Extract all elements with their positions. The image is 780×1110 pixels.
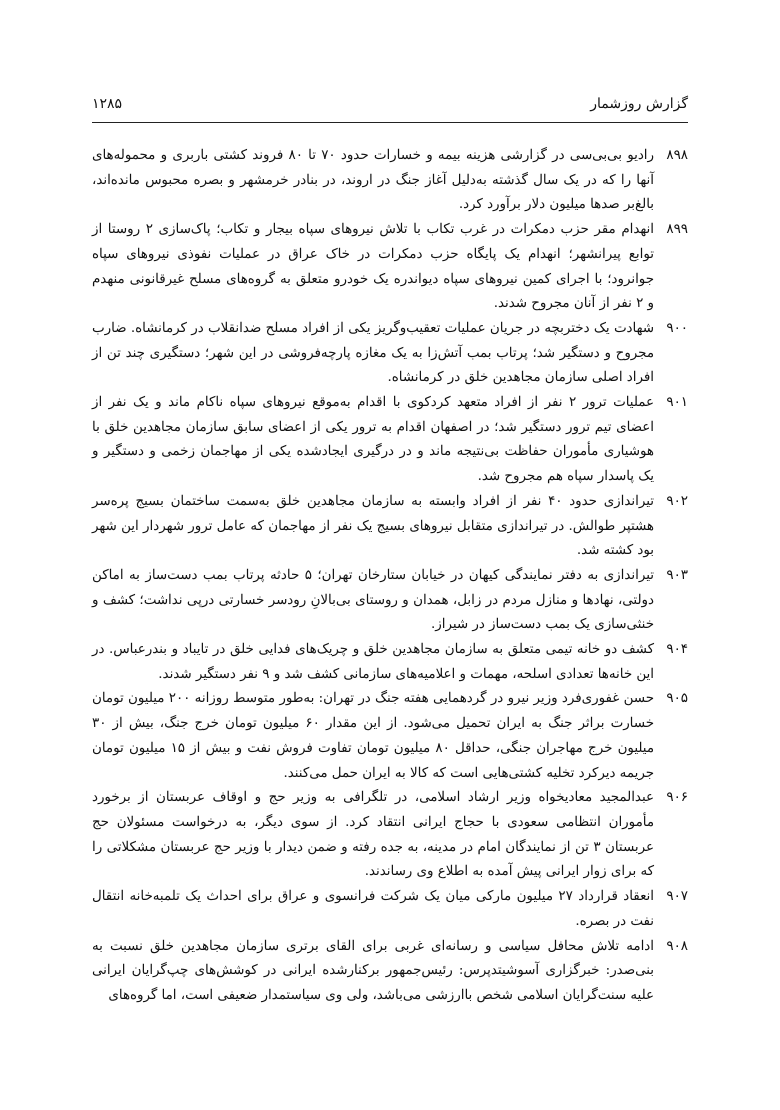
entry-number: ۹۰۸ (666, 938, 688, 954)
entry-text: حسن غفوری‌فرد وزیر نیرو در گردهمایی هفته جنگ در تهران: به‌طور متوسط روزانه ۲۰۰ میلیون تومان خسارت براثر جنگ به ایران تحمیل می‌شود. از این مقدار ۶۰ میلیون تومان خرج جنگ، بیش از ۳۰ میلیون خرج مهاجران جنگی، حداقل ۸۰ میلیون تومان تفاوت فروش نفت و بیش از ۱۵ میلیون تومان جریمه دیرکرد تخلیه کشتی‌هایی است که کالا به ایران حمل می‌کنند. (92, 691, 655, 781)
entry-908 (92, 935, 688, 1009)
entry-899 (92, 218, 688, 317)
entry-904 (92, 638, 688, 687)
entry-text: عملیات ترور ۲ نفر از افراد متعهد کردکوی با اقدام به‌موقع نیروهای سپاه ناکام ماند و یک نفر از اعضای تیم ترور دستگیر شد؛ در اصفهان اقدام به ترور یکی از اعضای سابق سازمان مجاهدین خلق با هوشیاری مأموران حفاظت بی‌نتیجه ماند و در درگیری ایجادشده یکی از مهاجمان زخمی و دستگیر و یک پاسدار سپاه هم مجروح شد. (92, 395, 655, 485)
entry-number: ۹۰۲ (666, 493, 688, 509)
running-header (92, 92, 688, 116)
entry-list (92, 144, 688, 1009)
entry-text: تیراندازی به دفتر نمایندگی کیهان در خیابان ستارخان تهران؛ ۵ حادثه پرتاب بمب دست‌ساز به اماکن دولتی، نهادها و منازل مردم در زابل، همدان و روستای بی‌بالانِ رودسر خسارتی درپی نداشت؛ کشف و خنثی‌سازی یک بمب دست‌ساز در شیراز. (92, 567, 654, 633)
entry-905 (92, 687, 688, 786)
entry-number: ۹۰۱ (666, 395, 688, 411)
entry-text: رادیو بی‌بی‌سی در گزارشی هزینه بیمه و خسارات حدود ۷۰ تا ۸۰ فروند کشتی باربری و محموله‌های آنها را که در یک سال گذشته به‌دلیل آغاز جنگ در اروند، در بنادر خرمشهر و بصره محبوس مانده‌اند، بالغ‌بر صدها میلیون دلار برآورد کرد. (92, 148, 654, 213)
entry-898 (92, 144, 688, 218)
entry-text: کشف دو خانه تیمی متعلق به سازمان مجاهدین خلق و چریک‌های فدایی خلق در تایباد و بندرعباس. در این خانه‌ها تعدادی اسلحه، مهمات و اعلامیه‌های سازمانی کشف شد و ۹ نفر دستگیر شدند. (92, 642, 654, 682)
entry-number: ۹۰۰ (666, 320, 688, 336)
entry-text: ادامه تلاش محافل سیاسی و رسانه‌ای غربی برای القای برتری سازمان مجاهدین خلق نسبت به بنی‌صدر: خبرگزاری آسوشیتدپرس: رئیس‌جمهور برکنارشده ایرانی در کوشش‌های چپ‌گرایان ایرانی علیه سنت‌گرایان اسلامی شخص باارزشی می‌باشد، ولی وی سیاستمدار ضعیفی است، اما گروه‌های (92, 938, 654, 1003)
entry-text: تیراندازی حدود ۴۰ نفر از افراد وابسته به سازمان مجاهدین خلق به‌سمت ساختمان بسیج پره‌سر هشتپر طوالش. در تیراندازی متقابل نیروهای بسیج یک نفر از مهاجمان که عامل ترور شهردار این شهر بود کشته شد. (92, 493, 654, 559)
entry-text: شهادت یک دختربچه در جریان عملیات تعقیب‌وگریز یکی از افراد مسلح ضدانقلاب در کرمانشاه. ضارب مجروح و دستگیر شد؛ پرتاب بمب آتش‌زا به یک مغازه پارچه‌فروشی در این شهر؛ دستگیری چند تن از افراد اصلی سازمان مجاهدین خلق در کرمانشاه. (92, 320, 654, 386)
entry-text: انعقاد قرارداد ۲۷ میلیون مارکی میان یک شرکت فرانسوی و عراق برای احداث یک تلمبه‌خانه انتقال نفت در بصره. (92, 889, 654, 929)
entry-number: ۸۹۸ (666, 148, 688, 163)
entry-number: ۸۹۹ (666, 222, 688, 238)
entry-text: انهدام مقر حزب دمکرات در غرب تکاب با تلاش نیروهای سپاه بیجار و تکاب؛ پاک‌سازی ۲ روستا از توابع پیرانشهر؛ انهدام یک پایگاه حزب دمکرات در خاک عراق در عملیات نفوذی نیروهای سپاه جوانرود؛ با اجرای کمین نیروهای سپاه دیواندره یک خودرو متعلق به گروه‌های مسلح غیرقانونی منهدم و ۲ نفر از آنان مجروح شدند. (92, 222, 655, 312)
entry-900 (92, 317, 688, 391)
entry-number: ۹۰۶ (666, 790, 688, 806)
entry-901 (92, 391, 688, 490)
entry-902 (92, 490, 688, 564)
entry-number: ۹۰۴ (666, 642, 688, 658)
header-title: گزارش روزشمار (590, 96, 688, 112)
entry-907 (92, 885, 688, 934)
header-rule (92, 122, 688, 123)
entry-text: عبدالمجید معادیخواه وزیر ارشاد اسلامی، در تلگرافی به وزیر حج و اوقاف عربستان از برخورد مأموران انتظامی سعودی با حجاج ایرانی انتقاد کرد. از سوی دیگر، به درخواست مسئولان حج عربستان ۳ تن از نمایندگان امام در مدینه، به جده رفته و ضمن دیدار با وزیر حج عربستان مشکلاتی را که برای زوار ایرانی پیش آمده به اطلاع وی رساندند. (92, 790, 655, 880)
entry-906 (92, 786, 688, 885)
entry-903 (92, 564, 688, 638)
entry-number: ۹۰۷ (666, 889, 688, 905)
entry-number: ۹۰۳ (666, 567, 688, 583)
page-number: ۱۲۸۵ (92, 96, 123, 112)
entry-number: ۹۰۵ (666, 691, 688, 707)
